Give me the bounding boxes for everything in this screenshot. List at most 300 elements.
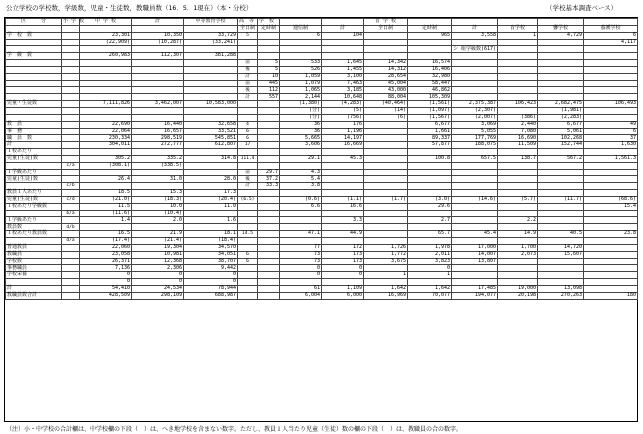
table-cell: 3.3 [322,217,364,224]
table-cell: (33,241) [184,39,238,46]
table-cell: 176 [322,121,364,128]
table-cell: 0 [280,265,322,272]
table-row [6,155,638,162]
table-cell [258,135,280,142]
table-cell: 0 [132,272,184,279]
table-cell [238,265,258,272]
table-cell [584,217,638,224]
table-cell: 657.5 [452,155,498,162]
table-cell: 1,065 [280,87,322,94]
table-cell: (5) [322,107,364,114]
table-cell [258,107,280,114]
table-cell [452,272,498,279]
table-cell [62,231,80,238]
table-cell: 19,000 [498,285,538,292]
table-cell [538,162,584,169]
table-cell: (6.5) [238,196,258,203]
table-cell [258,121,280,128]
table-cell [132,80,184,87]
table-cell: 1,455 [322,66,364,73]
table-cell: シ 組学級数(617) [453,45,497,52]
table-cell: 23.8 [584,231,638,238]
table-cell: (386) [498,114,538,121]
table-cell [538,203,584,210]
table-cell: 5 [258,66,280,73]
table-cell: 6,677 [408,121,452,128]
table-cell [6,80,62,87]
table-cell [62,217,80,224]
table-cell [238,238,258,245]
table-cell [62,203,80,210]
table-cell [258,224,280,231]
table-cell [364,142,408,149]
table-cell [364,162,408,169]
table-cell: 612,807 [184,142,238,149]
table-cell [238,292,258,299]
table-cell: １学級あたり [6,217,62,224]
sheet-title: 公立学校の学校数，学級数，児童・生徒数，教職員数（16．5．1現在）（本・分校） [6,4,253,12]
table-cell: 37 [584,135,638,142]
table-cell: 22,690 [80,121,132,128]
table-cell [80,66,132,73]
table-cell [408,162,452,169]
table-cell: 32,658 [184,121,238,128]
table-cell [6,87,62,94]
table-cell: 22,064 [80,128,132,135]
table-cell: 7,080 [498,128,538,135]
table-row [6,39,638,46]
table-cell [184,210,238,217]
table-row [6,107,638,114]
table-cell: 0 [322,272,364,279]
table-row [6,176,638,183]
table-cell [584,53,638,60]
table-cell: (40,464) [364,101,408,108]
table-row [6,190,638,197]
table-cell: 1,109 [322,285,364,292]
table-cell [452,176,498,183]
table-cell [408,46,452,53]
table-cell: 教員１人あたり [6,190,62,197]
table-cell: (20.4) [184,196,238,203]
table-cell [6,279,62,286]
table-cell: 6 [238,258,258,265]
table-cell [408,39,452,46]
table-cell: 106,493 [584,101,638,108]
table-row [6,231,638,238]
table-cell: (1.7) [364,196,408,203]
table-cell: 78,944 [184,285,238,292]
table-cell [184,73,238,80]
table-row [6,251,638,258]
table-cell: 23,058 [80,251,132,258]
table-cell: 37.2 [258,176,280,183]
table-cell [258,279,280,286]
table-cell: 18.5 [80,190,132,197]
table-cell [238,114,258,121]
table-row [6,66,638,73]
table-cell: 26.4 [80,176,132,183]
table-cell: (4,283) [322,101,364,108]
table-cell: 0 [132,279,184,286]
table-cell [62,251,80,258]
table-cell: 7,463 [322,80,364,87]
table-cell: 23,301 [80,32,132,39]
table-cell [258,210,280,217]
table-cell [538,169,584,176]
table-cell: 22,060 [80,244,132,251]
table-cell [238,107,258,114]
table-cell: 16,574 [408,60,452,67]
header-cell: 中等教育学校 [184,19,238,26]
table-cell: 1,645 [322,60,364,67]
table-cell [364,135,408,142]
table-cell: 105,309 [408,94,452,101]
table-cell: (分) [280,114,322,121]
table-cell: 18.1 [184,231,238,238]
table-cell [498,87,538,94]
table-cell: 17 [238,142,258,149]
header-cell: 計 [322,25,364,32]
table-cell: 545,851 [184,135,238,142]
table-cell: 17,000 [452,244,498,251]
table-cell: 305.2 [80,155,132,162]
table-cell: 2.0 [132,217,184,224]
table-cell [258,149,280,156]
table-cell: １校あたり [6,149,62,156]
table-cell [452,183,498,190]
table-cell [258,155,280,162]
table-cell: 17.3 [184,190,238,197]
table-cell [62,94,80,101]
table-cell: 104 [322,32,364,39]
table-cell: 31.0 [132,176,184,183]
table-cell [452,87,498,94]
table-cell: 57,877 [408,142,452,149]
table-cell [80,169,132,176]
table-cell [452,210,498,217]
table-cell: 14,342 [364,60,408,67]
table-cell: 4,729 [538,32,584,39]
table-cell: 32,980 [408,73,452,80]
table-row [6,60,638,67]
table-cell: 計 [6,285,62,292]
table-cell: 10 [258,73,280,80]
table-cell [322,169,364,176]
table-cell [584,279,638,286]
table-cell [132,66,184,73]
table-cell: 47.1 [280,231,322,238]
table-cell [184,80,238,87]
table-cell: １校あたり教員数 [6,231,62,238]
table-cell: 10,350 [132,32,184,39]
table-cell: (0.6) [280,196,322,203]
table-cell: 526 [280,66,322,73]
table-cell [258,292,280,299]
table-cell [584,87,638,94]
table-row [6,32,638,39]
header-cell: 盲学校 [498,25,538,32]
table-cell: 後 [238,87,258,94]
table-cell [364,231,408,238]
table-cell [452,53,498,60]
table-cell [62,244,80,251]
table-cell: d/b [62,224,80,231]
table-cell: 5,055 [452,128,498,135]
table-cell [184,87,238,94]
table-cell [364,32,408,39]
table-row [6,224,638,231]
table-cell: 6 [584,128,638,135]
table-cell [584,258,638,265]
table-cell: 事 務 [6,128,62,135]
table-cell [584,183,638,190]
table-cell [62,32,80,39]
table-cell: (1,380) [280,101,322,108]
table-cell [258,272,280,279]
table-cell [258,190,280,197]
table-cell [6,210,62,217]
table-cell: 11,509 [498,142,538,149]
table-cell: 14,312 [364,66,408,73]
table-cell [538,60,584,67]
table-cell [280,210,322,217]
table-cell: 44.9 [322,231,364,238]
table-cell [364,155,408,162]
table-cell [498,258,538,265]
table-cell [258,196,280,203]
table-cell: 教職員 [6,251,62,258]
header-row [6,19,638,26]
table-cell: 計 [238,183,258,190]
table-cell: 16,406 [408,66,452,73]
table-cell [584,162,638,169]
table-cell: 36 [280,128,322,135]
table-cell: 298,109 [132,292,184,299]
table-cell [538,265,584,272]
table-row [6,285,638,292]
table-cell [538,46,584,53]
table-cell [498,183,538,190]
table-cell [132,73,184,80]
table-cell: 2.7 [408,217,452,224]
table-cell: 28.0 [184,176,238,183]
table-cell: 33,521 [184,128,238,135]
table-cell: 事務職員 [6,265,62,272]
header-cell: 中 学 校 [80,19,132,26]
table-row [6,135,638,142]
table-cell [322,176,364,183]
table-cell: 381,288 [184,53,238,60]
table-cell [584,244,638,251]
table-cell: 1,661 [408,128,452,135]
table-cell [452,39,498,46]
table-cell [62,39,80,46]
table-cell [258,39,280,46]
table-cell: 3,100 [322,73,364,80]
table-cell: 1.6 [184,217,238,224]
table-cell [280,217,322,224]
table-row [6,196,638,203]
table-cell [62,285,80,292]
table-cell [238,46,258,53]
table-cell [258,203,280,210]
table-cell: (11.7) [538,196,584,203]
table-cell: 4.3 [280,169,322,176]
table-cell: 1,079 [280,80,322,87]
table-cell: 10,981 [132,251,184,258]
table-cell: (21.0) [80,196,132,203]
table-cell: (17.4) [80,238,132,245]
table-cell [538,53,584,60]
table-cell: 15,607 [538,251,584,258]
table-cell: (14.6) [452,196,498,203]
table-cell [452,80,498,87]
table-cell [584,210,638,217]
table-cell [498,73,538,80]
table-cell: 1 [364,272,408,279]
table-cell: (1,561) [408,101,452,108]
table-cell [62,121,80,128]
table-cell [322,46,364,53]
table-cell [584,80,638,87]
table-cell [238,285,258,292]
table-cell: 194,077 [452,292,498,299]
table-cell: 314.8 [184,155,238,162]
table-cell: 2.2 [498,217,538,224]
header-cell: 聾学校 [538,25,584,32]
table-cell: (14) [364,107,408,114]
table-row [6,73,638,80]
table-cell: 45,004 [364,80,408,87]
table-cell [452,66,498,73]
table-cell [498,162,538,169]
table-cell: 10,648 [322,94,364,101]
table-cell [498,265,538,272]
table-cell: (3.0) [408,196,452,203]
table-cell [80,80,132,87]
table-cell: 13,098 [538,285,584,292]
table-cell [584,66,638,73]
table-row [6,244,638,251]
table-cell [322,183,364,190]
table-cell [62,60,80,67]
table-row [6,238,638,245]
table-cell: 2,440 [498,121,538,128]
table-cell [6,73,62,80]
table-cell: 46,862 [408,87,452,94]
table-cell [452,217,498,224]
table-cell: 298,519 [132,135,184,142]
table-cell: (10.4) [132,210,184,217]
table-cell: 6 [584,32,638,39]
table-cell: 36 [280,121,322,128]
table-cell [452,73,498,80]
table-cell: 普通教員 [6,244,62,251]
table-row [6,279,638,286]
table-cell [258,217,280,224]
table-cell [498,272,538,279]
table-cell: 100.8 [408,155,452,162]
table-cell: 173 [322,258,364,265]
table-cell [62,101,80,108]
table-cell [258,244,280,251]
table-cell: 14.9 [498,231,538,238]
table-cell [80,87,132,94]
header-cell: 盲 学 校 [364,19,408,26]
table-cell [132,169,184,176]
table-cell: 5.4 [280,176,322,183]
table-cell [184,162,238,169]
table-cell: 16.5 [80,231,132,238]
table-cell: 14,720 [538,244,584,251]
table-cell: 5 [238,32,258,39]
table-cell [62,73,80,80]
table-cell: 33.3 [258,183,280,190]
table-cell: 6 [280,32,322,39]
table-cell: (308.1) [80,162,132,169]
table-cell [238,149,258,156]
table-cell: 前 [238,169,258,176]
table-cell: 6,004 [280,292,322,299]
table-cell [184,60,238,67]
table-row [6,162,638,169]
table-cell: 学 級 数 [6,53,62,60]
table-row [6,87,638,94]
table-cell: 45.4 [452,231,498,238]
table-cell: 16.6 [322,203,364,210]
table-cell: 180 [584,292,638,299]
table-cell [80,73,132,80]
table-cell [538,217,584,224]
table-cell: 0 [408,265,452,272]
table-cell: 1,642 [408,285,452,292]
table-cell [238,203,258,210]
table-cell [258,231,280,238]
table-cell: (21.4) [132,238,184,245]
table-cell: c/b [62,183,80,190]
header-cell: 通信制 [280,25,322,32]
table-cell: 13,807 [452,258,498,265]
header-cell: 高 等 学 校 [239,18,275,25]
table-cell: 2,073 [498,251,538,258]
table-cell: c/a [62,162,80,169]
table-cell: 688,987 [184,292,238,299]
table-cell [6,107,62,114]
table-cell: 児童(生徒)数 [6,155,62,162]
table-cell [498,46,538,53]
table-cell [538,73,584,80]
table-cell [280,46,322,53]
table-cell [238,101,258,108]
table-cell: (6) [364,114,408,121]
table-cell: 5 [258,60,280,67]
table-cell [258,238,280,245]
table-cell: (10,287) [132,39,184,46]
table-cell [238,217,258,224]
table-row [6,265,638,272]
table-cell [258,251,280,258]
table-cell [62,66,80,73]
table-cell: 73 [280,251,322,258]
data-table [4,17,638,422]
table-cell: (1,981) [538,107,584,114]
table-cell: 11.5 [80,203,132,210]
table-cell: 計 [6,142,62,149]
header-cell: 養護学校 [584,25,638,32]
table-row [6,128,638,135]
table-cell [238,272,258,279]
